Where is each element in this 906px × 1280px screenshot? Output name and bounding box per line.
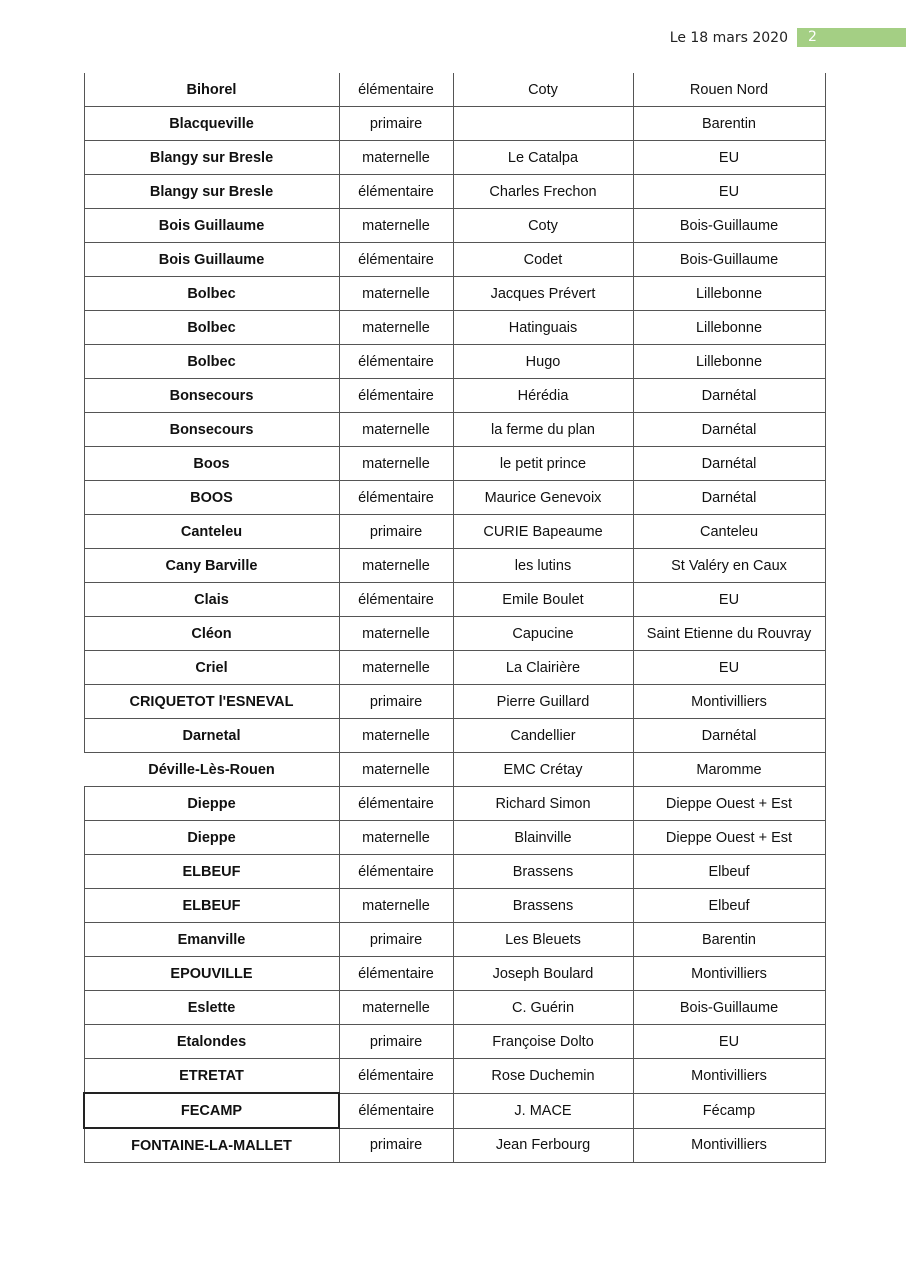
table-row — [84, 141, 825, 175]
school-type-cell: maternelle — [339, 413, 453, 447]
school-type-cell: maternelle — [339, 141, 453, 175]
school-name-cell: CURIE Bapeaume — [453, 515, 633, 549]
school-name-cell: Blainville — [453, 821, 633, 855]
school-type-cell: élémentaire — [339, 1059, 453, 1094]
school-name-cell: Codet — [453, 243, 633, 277]
commune-cell: Etalondes — [84, 1025, 339, 1059]
district-cell: Lillebonne — [633, 277, 825, 311]
commune-cell: Bolbec — [84, 311, 339, 345]
district-cell: Montivilliers — [633, 1059, 825, 1094]
table-row — [84, 651, 825, 685]
school-name-cell: Brassens — [453, 855, 633, 889]
table-row — [84, 787, 825, 821]
school-type-cell: élémentaire — [339, 73, 453, 107]
commune-cell: Blacqueville — [84, 107, 339, 141]
table-row — [84, 583, 825, 617]
table-row — [84, 889, 825, 923]
table-row — [84, 515, 825, 549]
commune-cell: Darnetal — [84, 719, 339, 753]
district-cell: Elbeuf — [633, 855, 825, 889]
table-row — [84, 1128, 825, 1163]
school-name-cell: Brassens — [453, 889, 633, 923]
school-type-cell: maternelle — [339, 651, 453, 685]
district-cell: EU — [633, 141, 825, 175]
school-name-cell: EMC Crétay — [453, 753, 633, 787]
school-name-cell: Joseph Boulard — [453, 957, 633, 991]
school-name-cell: J. MACE — [453, 1093, 633, 1128]
commune-cell: Blangy sur Bresle — [84, 175, 339, 209]
table-row — [84, 447, 825, 481]
table-row — [84, 685, 825, 719]
district-cell: Barentin — [633, 107, 825, 141]
school-name-cell: Les Bleuets — [453, 923, 633, 957]
district-cell: Darnétal — [633, 413, 825, 447]
school-type-cell: élémentaire — [339, 481, 453, 515]
table-row — [84, 481, 825, 515]
table-row — [84, 1025, 825, 1059]
school-name-cell: La Clairière — [453, 651, 633, 685]
commune-cell: Clais — [84, 583, 339, 617]
commune-cell: Bolbec — [84, 277, 339, 311]
district-cell: EU — [633, 175, 825, 209]
table-row — [84, 1093, 825, 1128]
district-cell: Montivilliers — [633, 957, 825, 991]
school-name-cell: les lutins — [453, 549, 633, 583]
district-cell: Bois-Guillaume — [633, 209, 825, 243]
commune-cell: FECAMP — [84, 1093, 339, 1128]
district-cell: Dieppe Ouest + Est — [633, 787, 825, 821]
commune-cell: Emanville — [84, 923, 339, 957]
commune-cell: Cany Barville — [84, 549, 339, 583]
district-cell: Darnétal — [633, 379, 825, 413]
school-type-cell: maternelle — [339, 311, 453, 345]
commune-cell: BOOS — [84, 481, 339, 515]
table-row — [84, 175, 825, 209]
school-name-cell: Capucine — [453, 617, 633, 651]
table-row — [84, 345, 825, 379]
commune-cell: CRIQUETOT l'ESNEVAL — [84, 685, 339, 719]
school-name-cell: Hugo — [453, 345, 633, 379]
district-cell: Barentin — [633, 923, 825, 957]
commune-cell: ELBEUF — [84, 889, 339, 923]
commune-cell: Déville-Lès-Rouen — [84, 753, 339, 787]
table-row — [84, 73, 825, 107]
school-name-cell: la ferme du plan — [453, 413, 633, 447]
commune-cell: Bois Guillaume — [84, 243, 339, 277]
school-name-cell: Coty — [453, 209, 633, 243]
school-type-cell: primaire — [339, 1128, 453, 1163]
table-row — [84, 855, 825, 889]
school-type-cell: primaire — [339, 515, 453, 549]
school-type-cell: élémentaire — [339, 345, 453, 379]
school-type-cell: élémentaire — [339, 957, 453, 991]
district-cell: Montivilliers — [633, 1128, 825, 1163]
school-name-cell: Rose Duchemin — [453, 1059, 633, 1094]
district-cell: EU — [633, 583, 825, 617]
school-name-cell: Charles Frechon — [453, 175, 633, 209]
table-row — [84, 957, 825, 991]
table-row — [84, 209, 825, 243]
commune-cell: Dieppe — [84, 787, 339, 821]
school-name-cell: Pierre Guillard — [453, 685, 633, 719]
school-type-cell: maternelle — [339, 889, 453, 923]
school-name-cell: Coty — [453, 73, 633, 107]
table-row — [84, 753, 825, 787]
table-row — [84, 923, 825, 957]
school-type-cell: élémentaire — [339, 175, 453, 209]
table-row — [84, 1059, 825, 1094]
school-name-cell: Candellier — [453, 719, 633, 753]
school-name-cell: Hérédia — [453, 379, 633, 413]
table-row — [84, 277, 825, 311]
school-type-cell: maternelle — [339, 549, 453, 583]
school-name-cell: le petit prince — [453, 447, 633, 481]
district-cell: Lillebonne — [633, 345, 825, 379]
school-name-cell: Emile Boulet — [453, 583, 633, 617]
school-type-cell: maternelle — [339, 447, 453, 481]
school-type-cell: maternelle — [339, 209, 453, 243]
school-type-cell: primaire — [339, 1025, 453, 1059]
district-cell: Rouen Nord — [633, 73, 825, 107]
district-cell: Lillebonne — [633, 311, 825, 345]
commune-cell: EPOUVILLE — [84, 957, 339, 991]
district-cell: Canteleu — [633, 515, 825, 549]
school-type-cell: primaire — [339, 685, 453, 719]
district-cell: St Valéry en Caux — [633, 549, 825, 583]
district-cell: EU — [633, 651, 825, 685]
commune-cell: Blangy sur Bresle — [84, 141, 339, 175]
commune-cell: Boos — [84, 447, 339, 481]
commune-cell: ETRETAT — [84, 1059, 339, 1094]
district-cell: Darnétal — [633, 481, 825, 515]
table-row — [84, 617, 825, 651]
commune-cell: Bonsecours — [84, 379, 339, 413]
table-row — [84, 311, 825, 345]
school-name-cell: Jean Ferbourg — [453, 1128, 633, 1163]
school-type-cell: primaire — [339, 107, 453, 141]
school-type-cell: élémentaire — [339, 243, 453, 277]
commune-cell: Bolbec — [84, 345, 339, 379]
district-cell: Saint Etienne du Rouvray — [633, 617, 825, 651]
school-type-cell: maternelle — [339, 277, 453, 311]
school-name-cell — [453, 107, 633, 141]
school-name-cell: C. Guérin — [453, 991, 633, 1025]
school-type-cell: élémentaire — [339, 787, 453, 821]
schools-table-body — [84, 73, 825, 1163]
commune-cell: ELBEUF — [84, 855, 339, 889]
school-type-cell: maternelle — [339, 753, 453, 787]
commune-cell: Eslette — [84, 991, 339, 1025]
district-cell: Bois-Guillaume — [633, 991, 825, 1025]
district-cell: Darnétal — [633, 447, 825, 481]
school-name-cell: Hatinguais — [453, 311, 633, 345]
district-cell: EU — [633, 1025, 825, 1059]
table-row — [84, 243, 825, 277]
district-cell: Dieppe Ouest + Est — [633, 821, 825, 855]
school-type-cell: primaire — [339, 923, 453, 957]
school-type-cell: maternelle — [339, 821, 453, 855]
school-name-cell: Richard Simon — [453, 787, 633, 821]
table-row — [84, 379, 825, 413]
school-name-cell: Françoise Dolto — [453, 1025, 633, 1059]
school-type-cell: maternelle — [339, 719, 453, 753]
commune-cell: Dieppe — [84, 821, 339, 855]
table-row — [84, 413, 825, 447]
commune-cell: Bonsecours — [84, 413, 339, 447]
district-cell: Bois-Guillaume — [633, 243, 825, 277]
district-cell: Elbeuf — [633, 889, 825, 923]
school-type-cell: élémentaire — [339, 1093, 453, 1128]
school-name-cell: Maurice Genevoix — [453, 481, 633, 515]
page-number-badge: 2 — [797, 28, 906, 47]
commune-cell: Bois Guillaume — [84, 209, 339, 243]
school-type-cell: maternelle — [339, 617, 453, 651]
commune-cell: Criel — [84, 651, 339, 685]
table-row — [84, 107, 825, 141]
commune-cell: Canteleu — [84, 515, 339, 549]
district-cell: Montivilliers — [633, 685, 825, 719]
commune-cell: Cléon — [84, 617, 339, 651]
header-date: Le 18 mars 2020 — [669, 30, 788, 46]
schools-table — [83, 73, 826, 1163]
district-cell: Darnétal — [633, 719, 825, 753]
district-cell: Fécamp — [633, 1093, 825, 1128]
table-row — [84, 821, 825, 855]
school-name-cell: Le Catalpa — [453, 141, 633, 175]
commune-cell: Bihorel — [84, 73, 339, 107]
district-cell: Maromme — [633, 753, 825, 787]
school-type-cell: élémentaire — [339, 379, 453, 413]
table-row — [84, 719, 825, 753]
table-row — [84, 549, 825, 583]
school-type-cell: élémentaire — [339, 855, 453, 889]
school-type-cell: élémentaire — [339, 583, 453, 617]
school-name-cell: Jacques Prévert — [453, 277, 633, 311]
table-row — [84, 991, 825, 1025]
commune-cell: FONTAINE-LA-MALLET — [84, 1128, 339, 1163]
school-type-cell: maternelle — [339, 991, 453, 1025]
